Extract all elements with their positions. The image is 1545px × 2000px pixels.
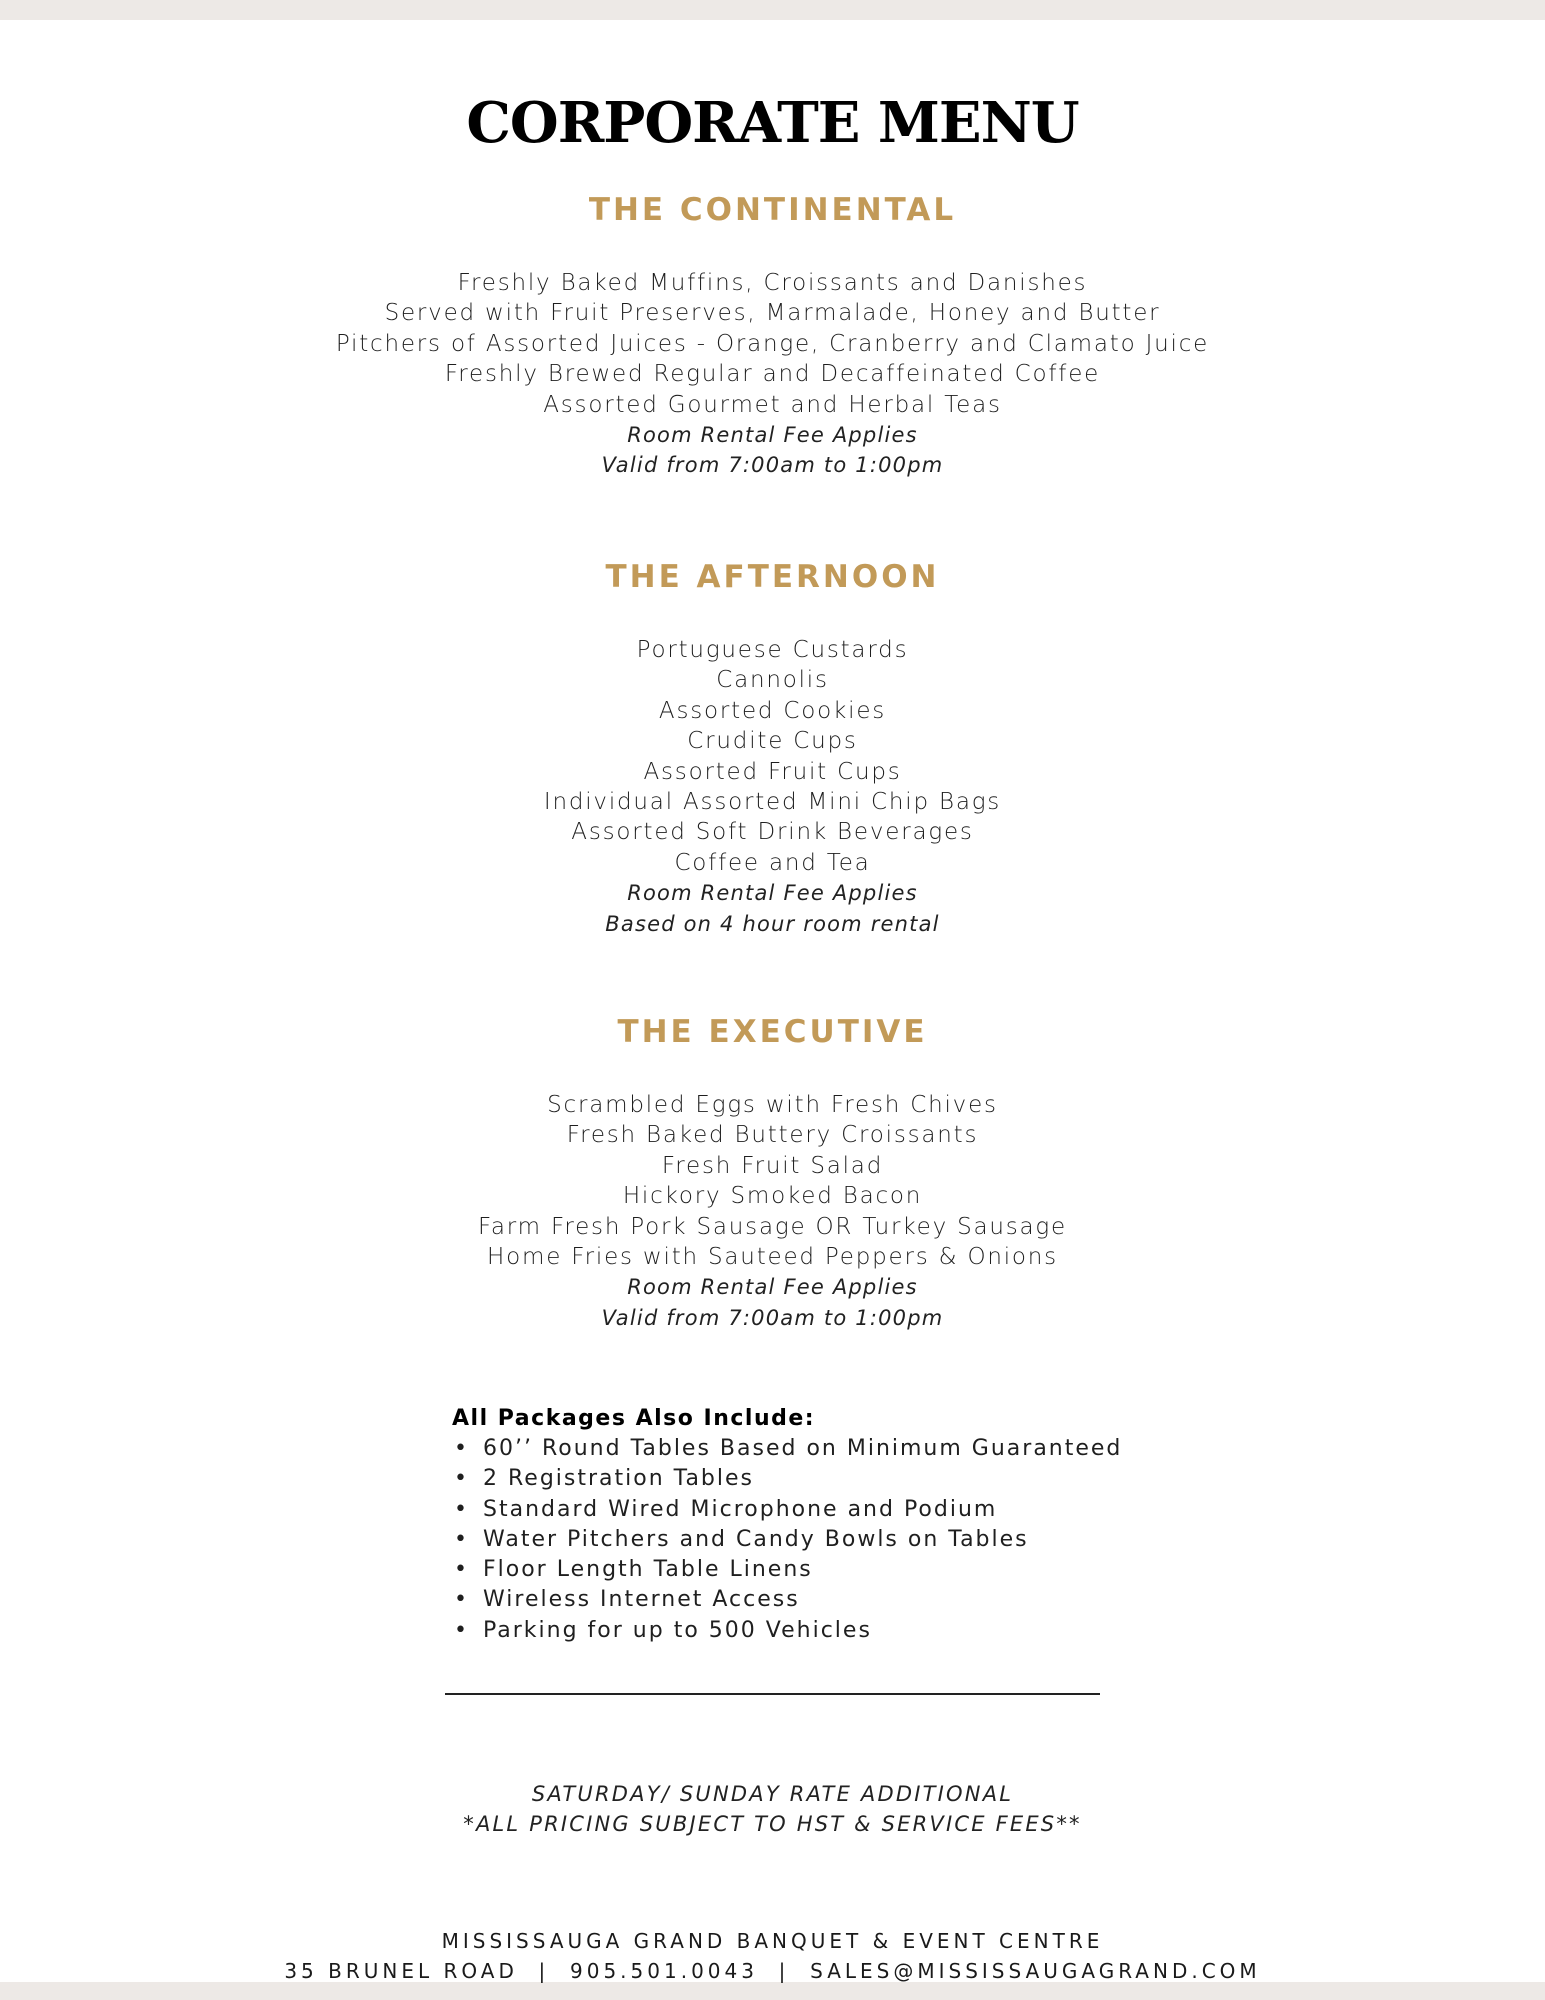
bullet-icon: • — [454, 1496, 469, 1522]
section-note: Room Rental Fee Applies — [627, 423, 918, 448]
list-item-label: Floor Length Table Linens — [483, 1557, 813, 1583]
weekend-rate-note: SATURDAY/ SUNDAY RATE ADDITIONAL — [531, 1782, 1014, 1806]
section-continental — [0, 190, 1545, 481]
packages-list — [452, 1434, 1152, 1646]
list-item-label: Standard Wired Microphone and Podium — [483, 1496, 998, 1522]
section-note: Room Rental Fee Applies — [627, 881, 918, 906]
bullet-icon: • — [454, 1436, 469, 1461]
menu-item: Individual Assorted Mini Chip Bags — [543, 789, 1002, 816]
menu-item: Freshly Baked Muffins, Croissants and Danishes — [457, 270, 1088, 296]
section-afternoon — [0, 557, 1545, 939]
list-item-label: Parking for up to 500 Vehicles — [483, 1617, 872, 1643]
menu-item: Served with Fruit Preserves, Marmalade, Honey and Butter — [384, 300, 1161, 327]
menu-item: Assorted Soft Drink Beverages — [571, 819, 974, 846]
menu-item: Hickory Smoked Bacon — [622, 1183, 923, 1210]
list-item — [452, 1585, 1152, 1615]
menu-item: Scrambled Eggs with Fresh Chives — [547, 1092, 998, 1118]
list-item — [452, 1495, 1152, 1525]
venue-name: MISSISSAUGA GRAND BANQUET & EVENT CENTRE — [441, 1929, 1104, 1953]
bullet-icon: • — [454, 1557, 469, 1583]
section-note: Valid from 7:00am to 1:00pm — [601, 1305, 944, 1330]
menu-item: Portuguese Custards — [636, 637, 909, 663]
page-title: CORPORATE MENU — [466, 90, 1079, 156]
section-note: Based on 4 hour room rental — [605, 911, 940, 936]
divider — [445, 1693, 1100, 1695]
list-item — [452, 1434, 1152, 1464]
menu-item: Fresh Baked Buttery Croissants — [566, 1122, 979, 1149]
menu-item: Assorted Fruit Cups — [643, 758, 902, 785]
list-item-label: 60’’ Round Tables Based on Minimum Guaranteed — [483, 1436, 1123, 1461]
packages-block — [452, 1404, 1152, 1646]
section-note: Room Rental Fee Applies — [627, 1275, 918, 1300]
list-item-label: Water Pitchers and Candy Bowls on Tables — [483, 1526, 1029, 1552]
list-item-label: Wireless Internet Access — [483, 1587, 800, 1613]
menu-item: Pitchers of Assorted Juices - Orange, Cranberry and Clamato Juice — [335, 330, 1210, 357]
packages-heading: All Packages Also Include: — [452, 1406, 816, 1431]
list-item — [452, 1616, 1152, 1646]
section-executive — [0, 1012, 1545, 1333]
list-item — [452, 1525, 1152, 1555]
menu-item: Home Fries with Sauteed Peppers & Onions — [487, 1244, 1058, 1271]
footer — [0, 1926, 1545, 1986]
section-heading: THE AFTERNOON — [605, 559, 940, 595]
menu-item: Crudite Cups — [687, 728, 858, 755]
bullet-icon: • — [454, 1617, 469, 1643]
section-heading: THE CONTINENTAL — [588, 192, 957, 228]
menu-page — [0, 20, 1545, 1982]
section-note: Valid from 7:00am to 1:00pm — [601, 453, 944, 478]
list-item-label: 2 Registration Tables — [483, 1466, 755, 1492]
menu-item: Assorted Gourmet and Herbal Teas — [543, 391, 1002, 418]
menu-item: Assorted Cookies — [658, 697, 887, 724]
menu-item: Fresh Fruit Salad — [661, 1152, 884, 1179]
list-item — [452, 1555, 1152, 1585]
bullet-icon: • — [454, 1466, 469, 1492]
menu-item: Freshly Brewed Regular and Decaffeinated Coffee — [444, 361, 1101, 388]
fees-notice — [0, 1779, 1545, 1839]
menu-item: Farm Fresh Pork Sausage OR Turkey Sausage — [478, 1213, 1067, 1240]
pricing-note: *ALL PRICING SUBJECT TO HST & SERVICE FEES** — [463, 1812, 1082, 1836]
menu-item: Coffee and Tea — [674, 849, 871, 876]
menu-item: Cannolis — [716, 667, 829, 694]
list-item — [452, 1464, 1152, 1494]
section-heading: THE EXECUTIVE — [617, 1014, 928, 1050]
bullet-icon: • — [454, 1587, 469, 1613]
bullet-icon: • — [454, 1526, 469, 1552]
contact-line: 35 BRUNEL ROAD | 905.501.0043 | SALES@MISSISSAUGAGRAND.COM — [284, 1959, 1261, 1983]
